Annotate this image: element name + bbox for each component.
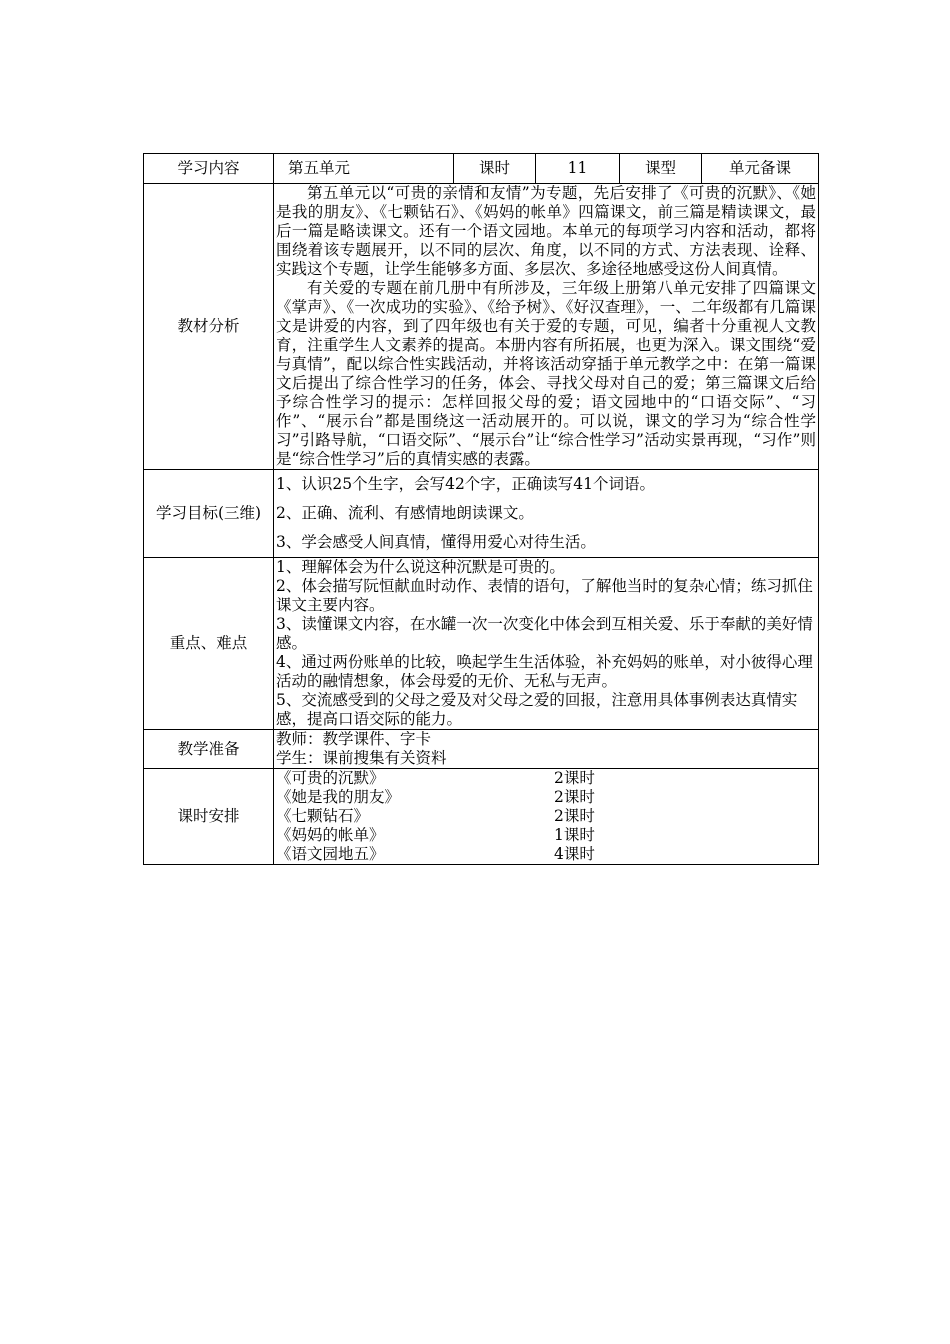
key-points-label: 重点、难点	[144, 558, 274, 730]
preparation-content	[274, 730, 819, 769]
key-points-row	[144, 558, 819, 730]
content-value: 第五单元	[274, 154, 454, 184]
schedule-content	[274, 769, 819, 865]
key-point-item: 4、通过两份账单的比较，唤起学生生活体验，补充妈妈的账单，对小彼得心理活动的融情想象，体会母爱的无价、无私与无声。	[276, 653, 813, 690]
goal-item: 1、认识25个生字，会写42个字，正确读写41个词语。	[276, 475, 656, 493]
period-value: 11	[536, 154, 620, 184]
content-label: 学习内容	[144, 154, 274, 184]
key-points-content	[274, 558, 819, 730]
schedule-item-hours: 2课时	[554, 769, 595, 787]
preparation-item: 学生：课前搜集有关资料	[276, 749, 447, 767]
schedule-item	[276, 845, 816, 864]
analysis-paragraph: 有关爱的专题在前几册中有所涉及，三年级上册第八单元安排了四篇课文《掌声》、《一次成功的实验》、《给予树》、《好汉查理》，一、二年级都有几篇课文是讲爱的内容，到了四年级也有关于爱的专题，可见，编者十分重视人文教育，注重学生人文素养的提高。本册内容有所拓展，也更为深入。课文围绕“爱与真情”，配以综合性实践活动，并将该活动穿插于单元教学之中：在第一篇课文后提出了综合性学习的任务，体会、寻找父母对自己的爱；第三篇课文后给予综合性学习的提示：怎样回报父母的爱；语文园地中的“口语交际”、“习作”、“展示台”都是围绕这一活动展开的。可以说，课文的学习为“综合性学习”引路导航，“口语交际”、“展示台”让“综合性学习”活动实景再现，“习作”则是“综合性学习”后的真情实感的表露。	[276, 279, 816, 468]
schedule-item	[276, 769, 816, 788]
schedule-item-title: 《妈妈的帐单》	[276, 826, 385, 844]
schedule-item-title: 《她是我的朋友》	[276, 788, 401, 806]
schedule-label: 课时安排	[144, 769, 274, 865]
period-label: 课时	[454, 154, 536, 184]
goals-content	[274, 470, 819, 558]
header-row	[144, 154, 819, 184]
schedule-item	[276, 788, 816, 807]
schedule-item-hours: 1课时	[554, 826, 595, 844]
analysis-row	[144, 184, 819, 470]
type-value: 单元备课	[702, 154, 819, 184]
schedule-item-hours: 2课时	[554, 788, 595, 806]
goal-item: 2、正确、流利、有感情地朗读课文。	[276, 504, 534, 522]
goal-item: 3、学会感受人间真情，懂得用爱心对待生活。	[276, 533, 596, 551]
schedule-item-title: 《语文园地五》	[276, 845, 385, 863]
schedule-item	[276, 807, 816, 826]
type-label: 课型	[620, 154, 702, 184]
schedule-item-title: 《可贵的沉默》	[276, 769, 385, 787]
schedule-item-hours: 4课时	[554, 845, 595, 863]
preparation-label: 教学准备	[144, 730, 274, 769]
preparation-row	[144, 730, 819, 769]
goals-row	[144, 470, 819, 558]
key-point-item: 2、体会描写阮恒献血时动作、表情的语句，了解他当时的复杂心情；练习抓住课文主要内容。	[276, 577, 813, 614]
key-point-item: 5、交流感受到的父母之爱及对父母之爱的回报，注意用具体事例表达真情实感，提高口语交际的能力。	[276, 691, 798, 728]
analysis-paragraph: 第五单元以“可贵的亲情和友情”为专题，先后安排了《可贵的沉默》、《她是我的朋友》、《七颗钻石》、《妈妈的帐单》四篇课文，前三篇是精读课文，最后一篇是略读课文。还有一个语文园地。本单元的每项学习内容和活动，都将围绕着该专题展开，以不同的层次、角度，以不同的方式、方法表现、诠释、实践这个专题，让学生能够多方面、多层次、多途径地感受这份人间真情。	[276, 184, 816, 278]
schedule-row	[144, 769, 819, 865]
schedule-item-hours: 2课时	[554, 807, 595, 825]
preparation-item: 教师：教学课件、字卡	[276, 730, 432, 748]
lesson-plan-table	[143, 153, 819, 865]
key-point-item: 1、理解体会为什么说这种沉默是可贵的。	[276, 558, 565, 576]
schedule-item-title: 《七颗钻石》	[276, 807, 370, 825]
analysis-content	[274, 184, 819, 470]
goals-label: 学习目标(三维)	[144, 470, 274, 558]
key-point-item: 3、读懂课文内容，在水罐一次一次变化中体会到互相关爱、乐于奉献的美好情感。	[276, 615, 813, 652]
schedule-item	[276, 826, 816, 845]
analysis-label: 教材分析	[144, 184, 274, 470]
